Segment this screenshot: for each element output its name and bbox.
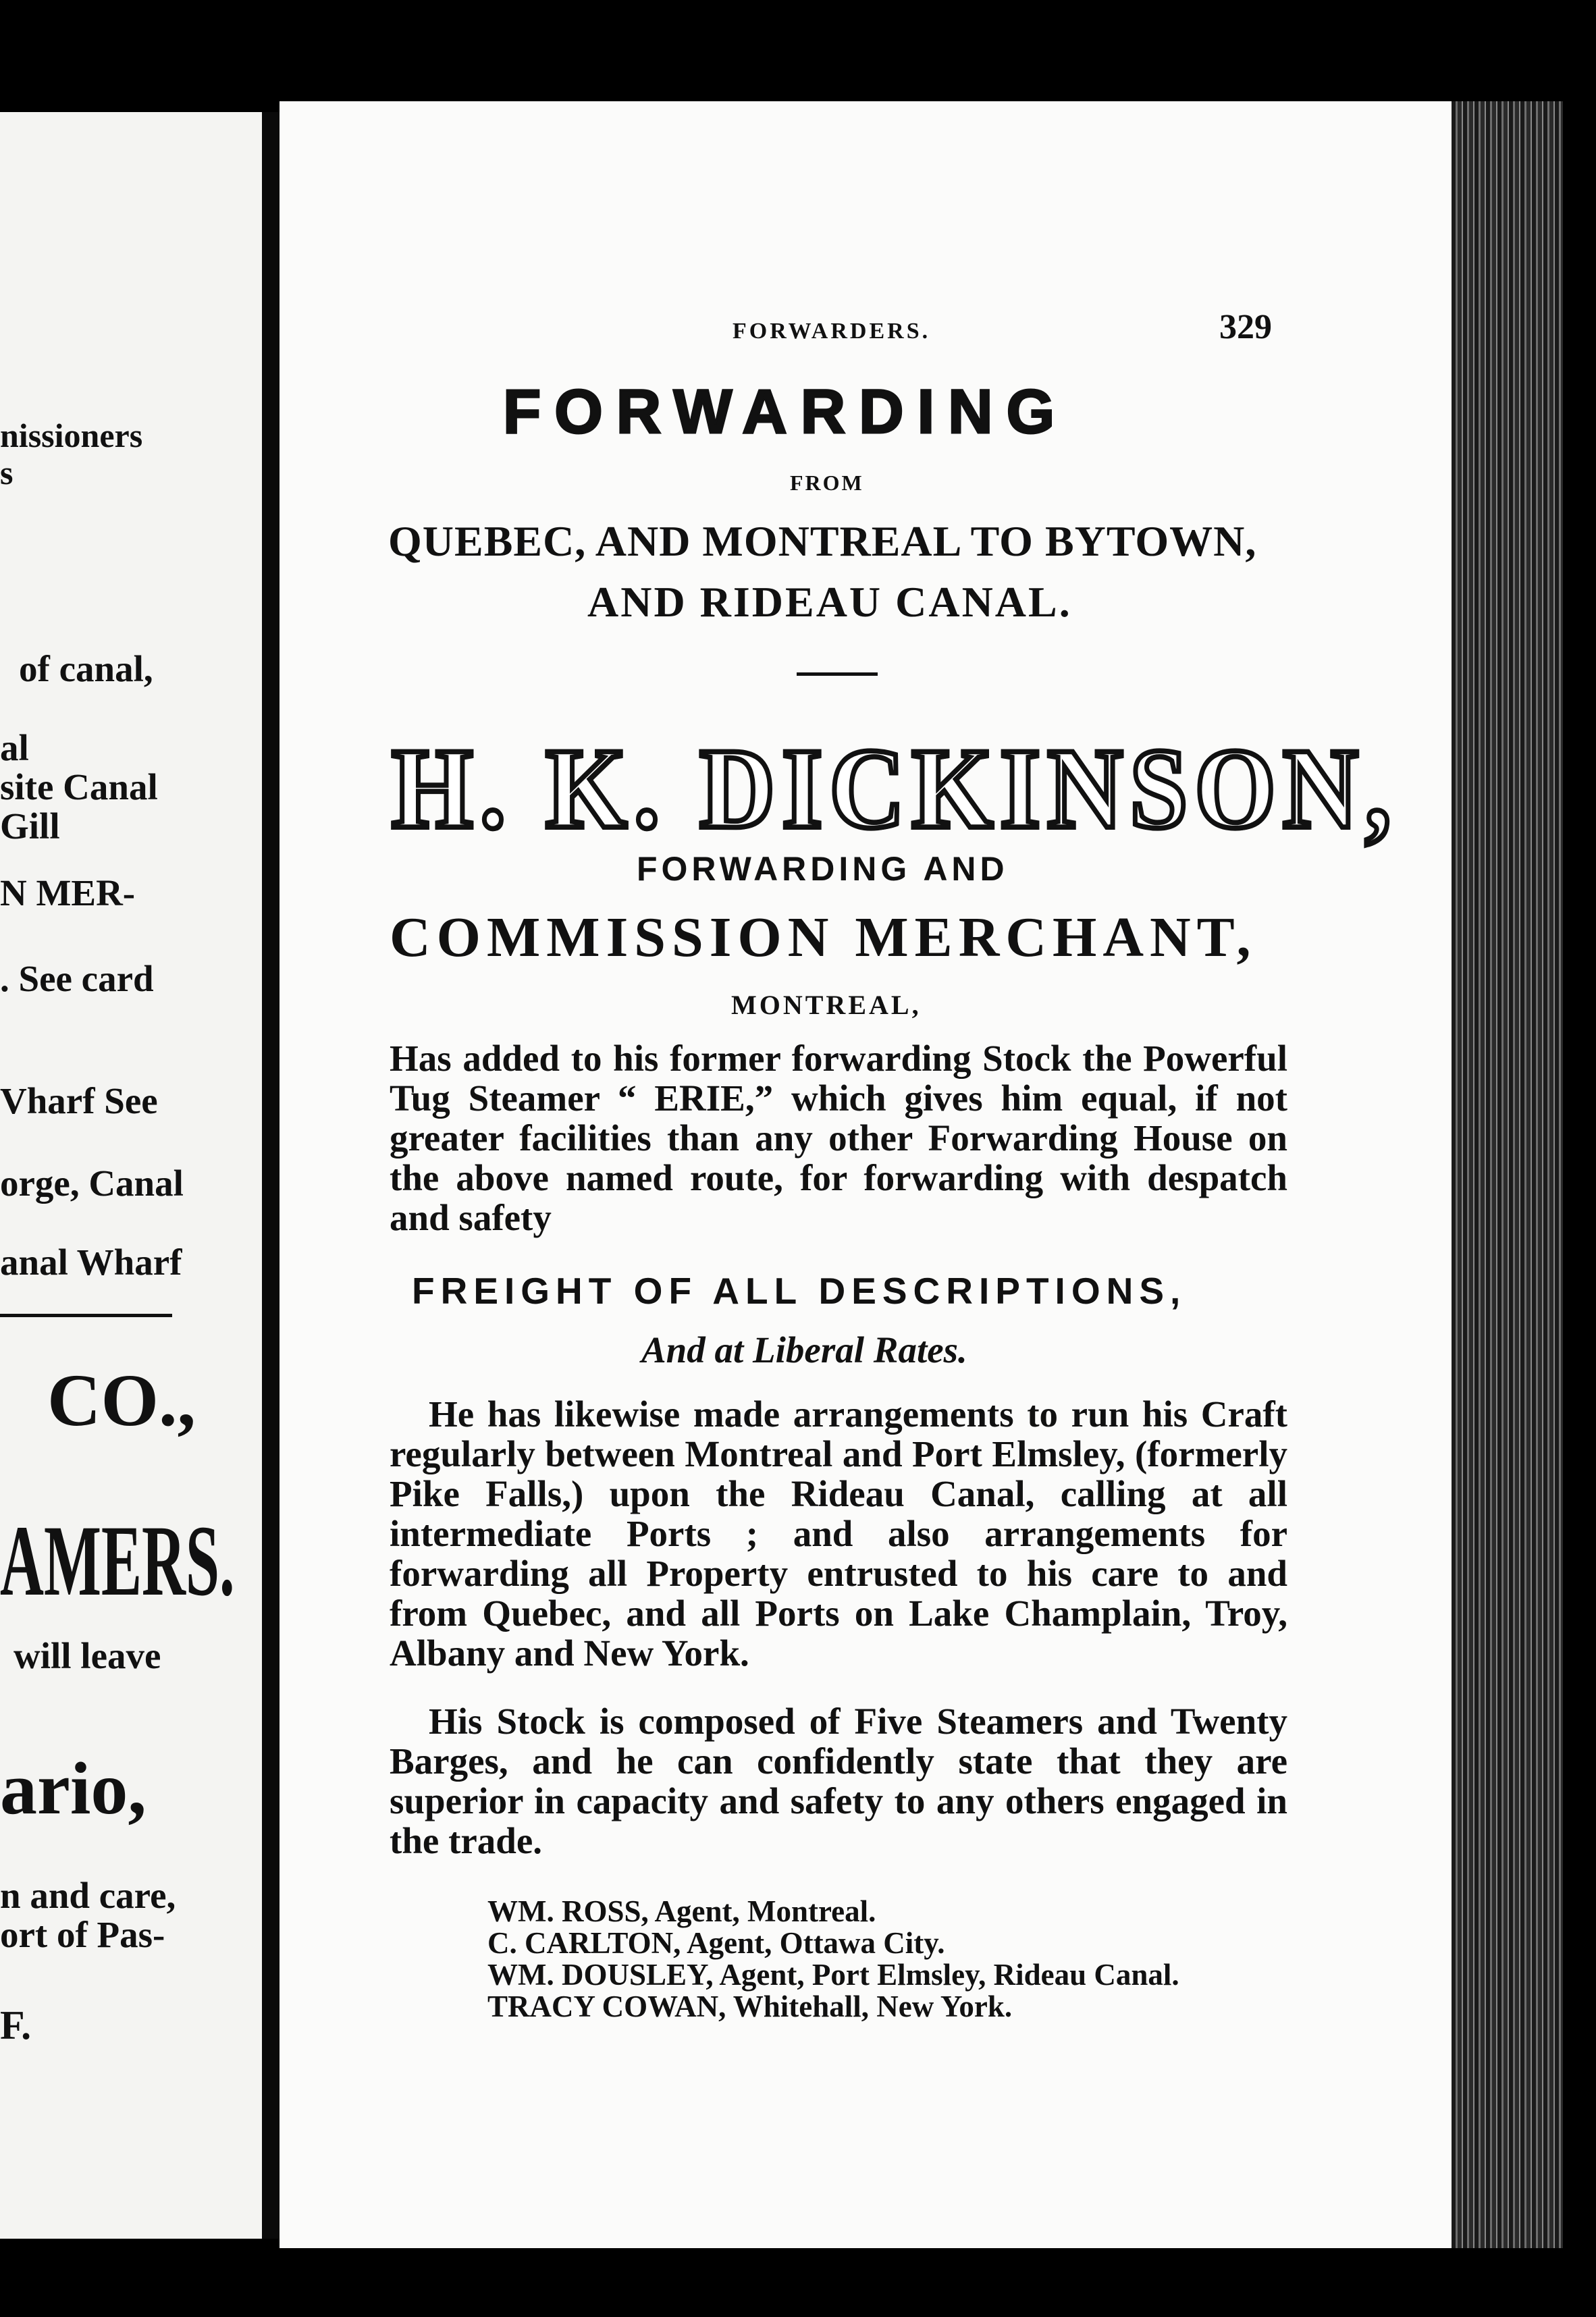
freight-heading: FREIGHT OF ALL DESCRIPTIONS, <box>412 1270 1187 1312</box>
route-line-1: QUEBEC, AND MONTREAL TO BYTOWN, <box>388 517 1257 565</box>
forwarding-and-heading: FORWARDING AND <box>637 850 1009 888</box>
route-line-2: AND RIDEAU CANAL. <box>587 578 1072 626</box>
left-fragment: . See card <box>0 958 154 999</box>
left-fragment: N MER- <box>0 872 136 913</box>
left-fragment: AMERS. <box>0 1505 235 1617</box>
paragraph-arrangements: He has likewise made arrangements to run his Craft regularly between Montreal and Port Elmsley, (formerly Pike Falls,) upon the Rideau Canal, calling at all intermediate Ports ; and also arrangements for forwarding all Property entrusted to his care to and from Quebec, and all Ports on Lake Champlain, Troy, Albany and New York. <box>390 1393 1287 1674</box>
from-label: FROM <box>790 471 864 495</box>
left-divider <box>0 1314 172 1317</box>
agent-line: WM. ROSS, Agent, Montreal. <box>487 1894 876 1928</box>
page-number: 329 <box>1219 308 1272 346</box>
book-gutter <box>262 112 280 2239</box>
merchant-name: H. K. DICKINSON, <box>392 724 1398 853</box>
left-fragment: n and care, <box>0 1875 176 1916</box>
left-fragment: F. <box>0 2003 32 2048</box>
left-fragment: Gill <box>0 805 60 847</box>
paragraph-stock: Has added to his former forwarding Stock the Powerful Tug Steamer “ ERIE,” which gives him equal, if not greater facilities than any other Forwarding House on the above named route, for forwarding with despatch and safety <box>390 1038 1287 1238</box>
left-fragment: ort of Pas- <box>0 1914 165 1955</box>
left-fragment: site Canal <box>0 766 158 807</box>
title-divider <box>797 672 878 676</box>
left-fragment: will leave <box>14 1635 161 1676</box>
left-fragment: ario, <box>0 1747 147 1830</box>
left-fragment: of canal, <box>19 648 153 689</box>
left-fragment: orge, Canal <box>0 1163 184 1204</box>
agent-line: WM. DOUSLEY, Agent, Port Elmsley, Rideau Canal. <box>487 1958 1179 1992</box>
agents-list <box>487 1896 1179 2023</box>
rates-subheading: And at Liberal Rates. <box>641 1329 967 1370</box>
left-fragment: s <box>0 454 14 491</box>
left-facing-page <box>0 112 284 2239</box>
agent-line: C. CARLTON, Agent, Ottawa City. <box>487 1926 945 1960</box>
paragraph-fleet: His Stock is composed of Five Steamers and Twenty Barges, and he can confidently state that they are superior in capacity and safety to any others engaged in the trade. <box>390 1701 1287 1861</box>
page-edges <box>1452 101 1563 2248</box>
commission-merchant-heading: COMMISSION MERCHANT, <box>390 906 1257 969</box>
running-head: FORWARDERS. <box>733 319 931 344</box>
left-fragment: nissioners <box>0 417 143 454</box>
left-fragment: CO., <box>47 1359 196 1441</box>
left-fragment: Vharf See <box>0 1080 158 1121</box>
agent-line: TRACY COWAN, Whitehall, New York. <box>487 1990 1013 2023</box>
left-fragment: al <box>0 727 29 768</box>
city-label: MONTREAL, <box>731 990 922 1020</box>
left-fragment: anal Wharf <box>0 1242 182 1283</box>
advert-title: FORWARDING <box>503 377 1069 446</box>
